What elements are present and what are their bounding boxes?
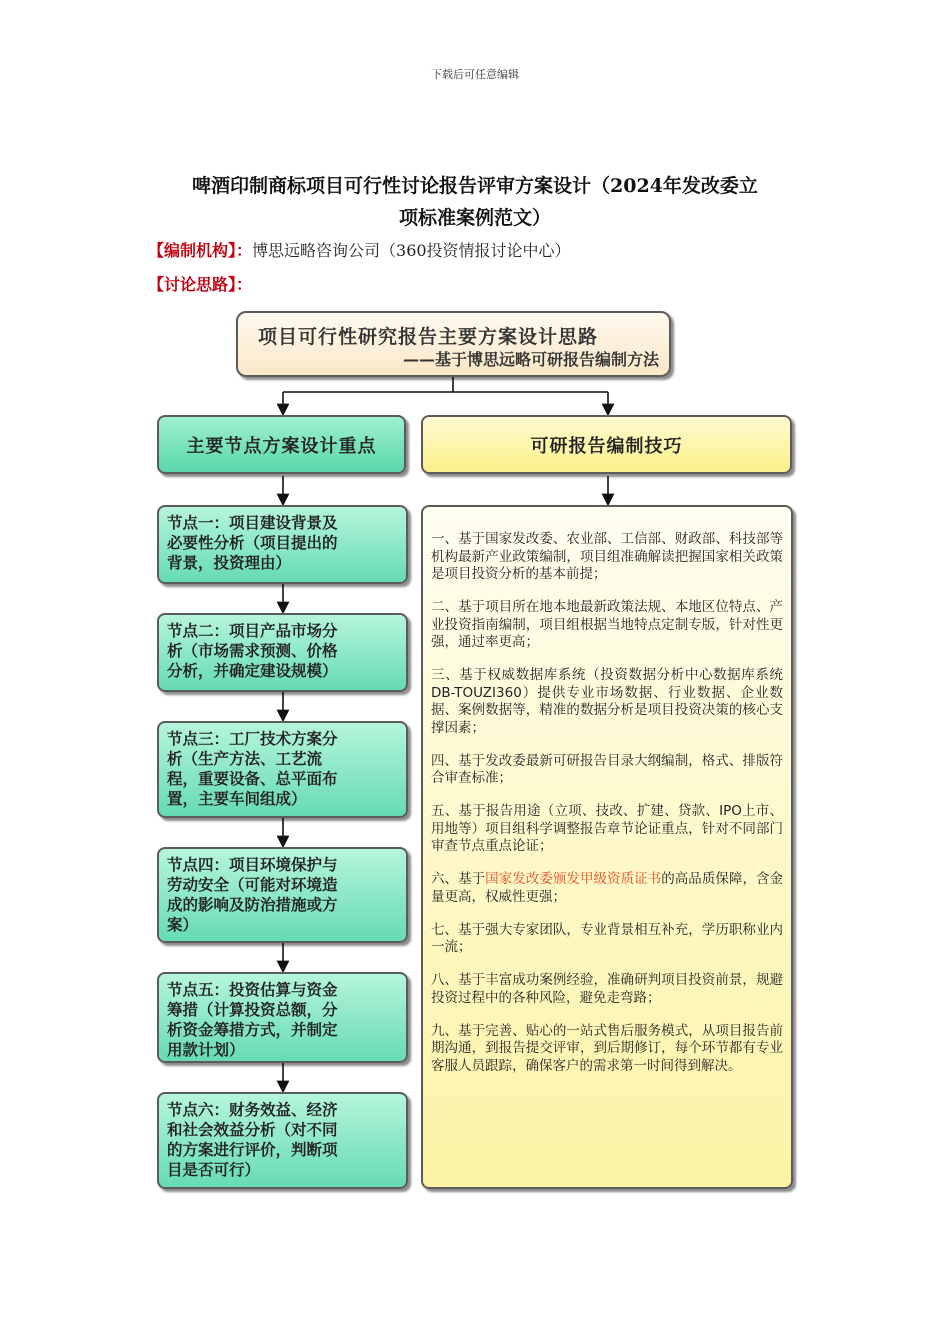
node-2 [157, 613, 408, 692]
left-column-heading: 主要节点方案设计重点 [157, 415, 406, 474]
node-line: 程，重要设备、总平面布 [167, 770, 338, 788]
node-line: 用款计划） [167, 1041, 245, 1059]
node-line: 必要性分析（项目提出的 [167, 534, 338, 552]
node-line: 劳动安全（可能对环境造 [167, 876, 338, 894]
tip-2: 二、基于项目所在地本地最新政策法规、本地区位特点、产业投资指南编制，项目组根据当地特点定制专版，针对性更强，通过率更高； [431, 599, 783, 650]
node-line: 案） [167, 916, 199, 934]
org-value: 博思远略咨询公司（360投资情报讨论中心） [252, 241, 571, 260]
node-line: 析（市场需求预测、价格 [167, 642, 338, 660]
title-line-2: 项标准案例范文） [398, 207, 551, 229]
tip-9: 九、基于完善、贴心的一站式售后服务模式，从项目报告前期沟通，到报告提交评审，到后期修订，每个环节都有专业客服人员跟踪，确保客户的需求第一时间得到解决。 [431, 1022, 783, 1074]
node-3 [157, 721, 408, 818]
org-label: 【编制机构】： [148, 241, 253, 260]
header-note: 下载后可任意编辑 [431, 68, 519, 81]
node-line: 节点三：工厂技术方案分 [167, 730, 338, 748]
tip-6-pre: 六、基于 [431, 871, 486, 887]
tips-box [421, 505, 793, 1189]
node-5 [157, 972, 408, 1063]
node-line: 节点五：投资估算与资金 [167, 981, 338, 999]
tip-5: 五、基于报告用途（立项、技改、扩建、贷款、IPO上市、用地等）项目组科学调整报告章节论证重点，针对不同部门审查节点重点论证； [431, 803, 783, 854]
node-line: 节点六：财务效益、经济 [167, 1101, 338, 1119]
node-line: 节点四：项目环境保护与 [167, 856, 338, 874]
tip-8: 八、基于丰富成功案例经验，准确研判项目投资前景，规避投资过程中的各种风险，避免走弯路； [431, 972, 783, 1006]
diagram-title: 项目可行性研究报告主要方案设计思路 [258, 326, 599, 348]
approach-label: 【讨论思路】： [148, 275, 253, 294]
node-6 [157, 1092, 408, 1189]
right-column-heading: 可研报告编制技巧 [421, 415, 792, 474]
tip-7: 七、基于强大专家团队，专业背景相互补充，学历职称业内一流； [431, 921, 783, 955]
node-line: 目是否可行） [167, 1161, 261, 1179]
node-line: 节点一：项目建设背景及 [167, 514, 338, 532]
node-line: 节点二：项目产品市场分 [167, 622, 338, 640]
tip-6-post: 的高品质保障，含金量更高，权威性更强； [431, 871, 784, 905]
tip-4: 四、基于发改委最新可研报告目录大纲编制，格式、排版符合审查标准； [431, 752, 783, 786]
node-line: 背景，投资理由） [167, 554, 292, 572]
node-line: 筹措（计算投资总额，分 [167, 1001, 338, 1019]
node-line: 分析，并确定建设规模） [167, 662, 338, 680]
title-line-1: 啤酒印制商标项目可行性讨论报告评审方案设计（2024年发改委立 [192, 175, 758, 197]
tip-1: 一、基于国家发改委、农业部、工信部、财政部、科技部等机构最新产业政策编制，项目组准确解读把握国家相关政策是项目投资分析的基本前提； [431, 531, 783, 582]
node-line: 析（生产方法、工艺流 [167, 750, 323, 768]
node-4 [157, 847, 408, 943]
node-line: 成的影响及防治措施或方 [167, 896, 338, 914]
tip-6-highlight: 国家发改委颁发甲级资质证书 [485, 871, 662, 887]
tip-6 [431, 871, 783, 906]
tip-3: 三、基于权威数据库系统（投资数据分析中心数据库系统DB-TOUZI360）提供专业市场数据、行业数据、企业数据、案例数据等，精准的数据分析是项目投资决策的核心支撑因素； [431, 667, 783, 736]
node-1 [157, 505, 408, 584]
diagram-subtitle: ——基于博思远略可研报告编制方法 [402, 350, 659, 369]
node-line: 的方案进行评价，判断项 [167, 1141, 338, 1159]
node-line: 置，主要车间组成） [167, 790, 307, 808]
node-line: 析资金筹措方式，并制定 [167, 1021, 338, 1039]
node-line: 和社会效益分析（对不同 [167, 1121, 338, 1139]
diagram-title-box [236, 311, 671, 377]
